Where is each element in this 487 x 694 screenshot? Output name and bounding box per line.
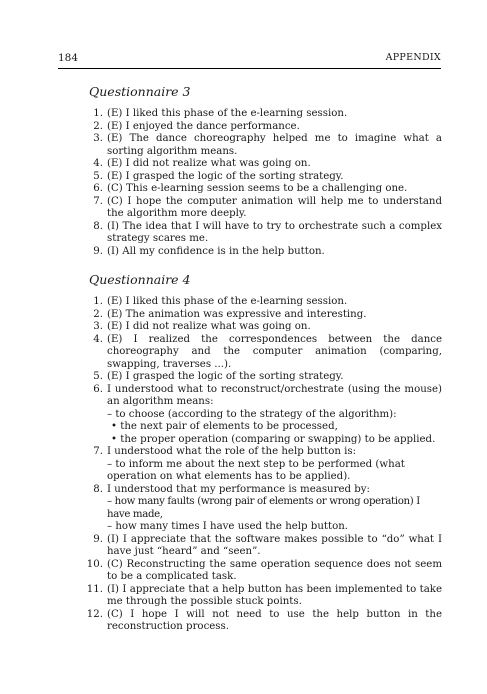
list-item: 5. (E) I grasped the logic of the sorting strategy. [93,170,344,182]
list-item: 6. I understood what to reconstruct/orchestrate (using the mouse) an algorithm means: – to choose (according to the strategy of the algorithm): • the next pair of elements to be processed, • the proper operation (comparing or swapping) to be applied. [93,383,442,445]
list-item: 4. (E) I realized the correspondences between the dance choreography and the computer animation (comparing, swapping, traverses ...). [93,333,442,370]
page-header [58,52,441,69]
page-number: 184 [58,52,79,64]
sub-item: – to inform me about the next step to be performed (what operation on what elements has to be applied). [107,458,405,482]
questionnaire-3-title: Questionnaire 3 [89,84,191,99]
list-item: 6. (C) This e-learning session seems to be a challenging one. [93,183,408,194]
list-item: 8. I understood that my performance is measured by: – how many faults (wrong pair of elements or wrong operation) I have made, – how many times I have used the help button. [85,484,442,534]
sub-item: – to choose (according to the strategy of the algorithm): [107,408,397,420]
sub-item: – how many times I have used the help button. [107,521,349,532]
list-item: 1. (E) I liked this phase of the e-learning session. [93,108,348,119]
list-item: 9. (I) All my confidence is in the help button. [93,245,325,257]
sub-item: – how many faults (wrong pair of elements or wrong operation) I have made, [107,496,420,520]
list-item: 10. (C) Reconstructing the same operation sequence does not seem to be a complicated task. [86,558,442,582]
questionnaire-3-list [85,108,442,258]
list-item: 3. (E) The dance choreography helped me to imagine what a sorting algorithm means. [93,133,442,157]
list-item: 1. (E) I liked this phase of the e-learning session. [93,296,348,307]
list-item: 11. (I) I appreciate that a help button has been implemented to take me through the possible stuck points. [86,583,442,607]
list-item: 2. (E) I enjoyed the dance performance. [93,120,300,132]
list-item: 8. (I) The idea that I will have to try to orchestrate such a complex strategy scares me. [93,220,442,244]
list-item: 3. (E) I did not realize what was going on. [93,321,311,332]
sub-item: • the next pair of elements to be processed, [111,421,338,432]
list-item: 4. (E) I did not realize what was going on. [93,158,311,169]
sub-item: • the proper operation (comparing or swapping) to be applied. [111,433,436,445]
list-item: 7. I understood what the role of the help button is: – to inform me about the next step to be performed (what operation on what elements has to be applied). [85,446,442,484]
questionnaire-4-list [85,296,442,634]
running-title: APPENDIX [385,52,441,63]
list-item: 9. (I) I appreciate that the software makes possible to “do” what I have just “heard” and “seen”. [93,533,442,557]
list-item: 12. (C) I hope I will not need to use the help button in the reconstruction process. [86,608,442,632]
list-item: 5. (E) I grasped the logic of the sorting strategy. [93,371,344,382]
questionnaire-4-title: Questionnaire 4 [89,272,191,287]
list-item: 7. (C) I hope the computer animation will help me to understand the algorithm more deeply. [93,195,442,219]
list-item: 2. (E) The animation was expressive and interesting. [93,308,367,320]
